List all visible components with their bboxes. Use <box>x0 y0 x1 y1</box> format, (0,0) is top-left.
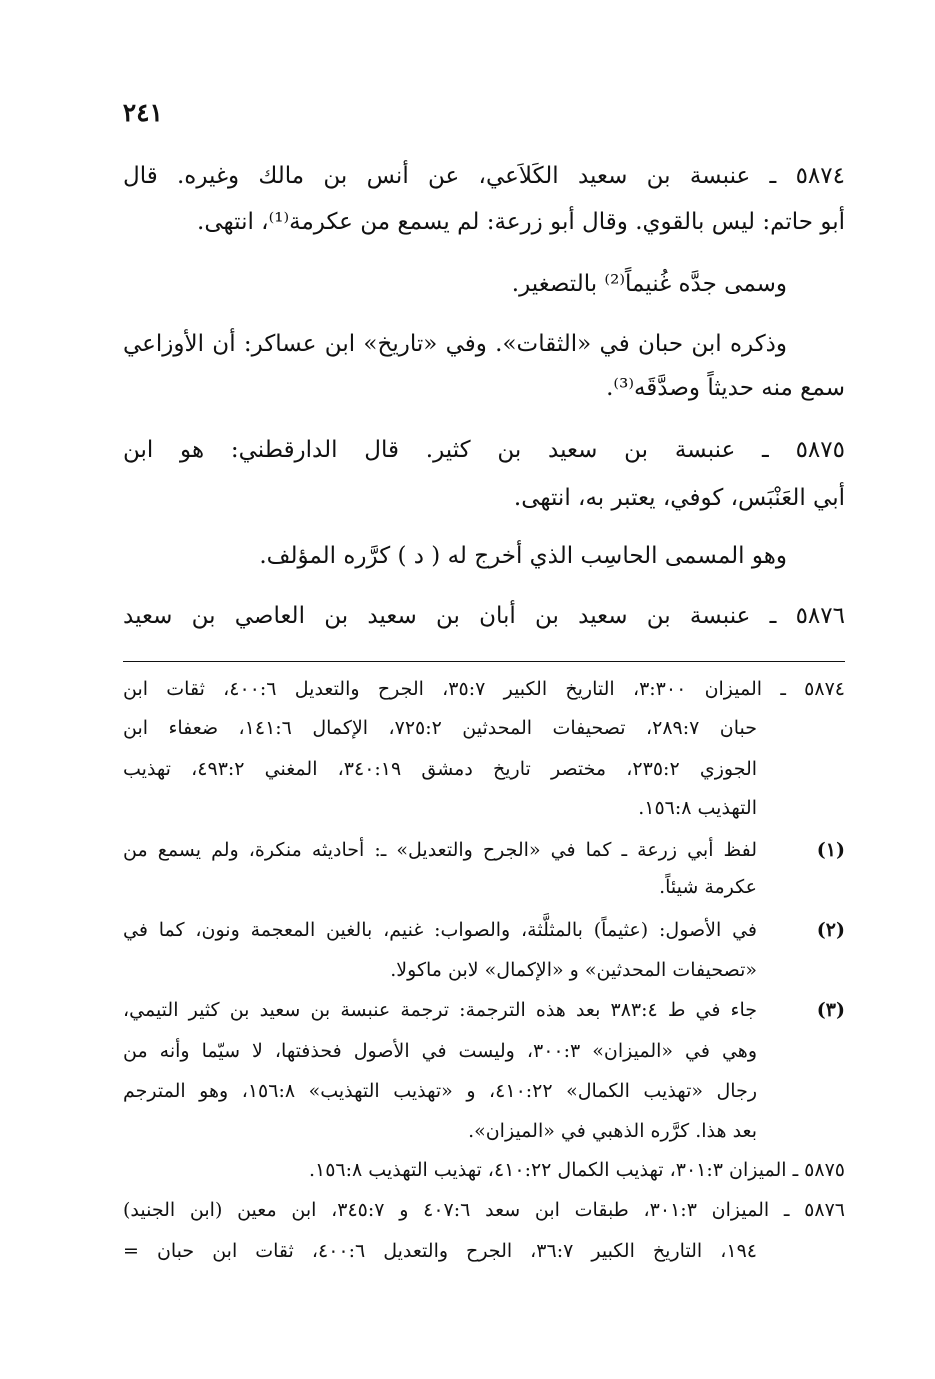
footnote-line: الجوزي ٢٣٥:٢، مختصر تاريخ دمشق ٣٤٠:١٩، المغني ٤٩٣:٢، تهذيب <box>123 758 758 780</box>
body-line: ٥٨٧٦ ـ عنبسة بن سعيد بن أبان بن سعيد بن العاصي بن سعيد <box>123 603 845 629</box>
body-line: وسمى جدَّه غُنيماً⁽²⁾ بالتصغير. <box>511 271 787 297</box>
footnote-separator <box>123 661 845 662</box>
footnote-line: عكرمة شيئاً. <box>659 876 757 898</box>
footnote-marker: (٣) <box>816 999 845 1021</box>
footnote-line: ٥٨٧٥ ـ الميزان ٣٠١:٣، تهذيب الكمال ٤١٠:٢٢، تهذيب التهذيب ١٥٦:٨. <box>308 1159 845 1181</box>
body-line: ٥٨٧٤ ـ عنبسة بن سعيد الكَلاَعي، عن أنس بن مالك وغيره. قال <box>123 163 845 189</box>
footnote-line: حبان ٢٨٩:٧، تصحيفات المحدثين ٧٢٥:٢، الإكمال ١٤١:٦، ضعفاء ابن <box>123 717 757 739</box>
footnote-line: «تصحيفات المحدثين» و «الإكمال» لابن ماكولا. <box>390 959 757 981</box>
footnote-line: وهي في «الميزان» ٣٠٠:٣، وليست في الأصول فحذفتها، لا سيّما وأنه من <box>123 1040 758 1062</box>
body-line: وذكره ابن حبان في «الثقات». وفي «تاريخ» ابن عساكر: أن الأوزاعي <box>123 331 787 357</box>
page-number: ٢٤١ <box>122 98 163 127</box>
footnote-marker: (١) <box>816 839 845 861</box>
footnote-line: ١٩٤، التاريخ الكبير ٣٦:٧، الجرح والتعديل ٤٠٠:٦، ثقات ابن حبان = <box>123 1240 757 1262</box>
body-line: وهو المسمى الحاسِب الذي أخرج له ( د ) كرَّره المؤلف. <box>259 543 787 569</box>
body-line: ٥٨٧٥ ـ عنبسة بن سعيد بن كثير. قال الدارقطني: هو ابن <box>123 437 845 463</box>
footnote-marker: (٢) <box>816 919 845 941</box>
body-line: أبو حاتم: ليس بالقوي. وقال أبو زرعة: لم يسمع من عكرمة⁽¹⁾، انتهى. <box>197 209 845 235</box>
body-line: أبي العَنْبَس، كوفي، يعتبر به، انتهى. <box>513 485 845 511</box>
footnote-line: في الأصول: (عثيماً) بالمثلَّثة، والصواب: غنيم، بالغين المعجمة ونون، كما في <box>123 919 757 941</box>
footnote-line: التهذيب ١٥٦:٨. <box>638 797 757 819</box>
footnote-line: رجال «تهذيب الكمال» ٤١٠:٢٢، و «تهذيب التهذيب» ١٥٦:٨، وهو المترجم <box>123 1080 758 1102</box>
footnote-line: لفظ أبي زرعة ـ كما في «الجرح والتعديل» ـ: أحاديثه منكرة، ولم يسمع من <box>123 839 757 861</box>
footnote-line: بعد هذا. كرَّره الذهبي في «الميزان». <box>468 1120 757 1142</box>
body-line: سمع منه حديثاً وصدَّقَه⁽³⁾. <box>606 375 845 401</box>
footnote-line: ٥٨٧٤ ـ الميزان ٣:٣٠٠، التاريخ الكبير ٣٥:٧، الجرح والتعديل ٤٠٠:٦، ثقات ابن <box>123 678 845 700</box>
footnote-line: جاء في ط ٣٨٣:٤ بعد هذه الترجمة: ترجمة عنبسة بن سعيد بن كثير التيمي، <box>123 999 758 1021</box>
footnote-line: ٥٨٧٦ ـ الميزان ٣٠١:٣، طبقات ابن سعد ٤٠٧:٦ و ٣٤٥:٧، ابن معين (ابن الجنيد) <box>123 1199 845 1221</box>
